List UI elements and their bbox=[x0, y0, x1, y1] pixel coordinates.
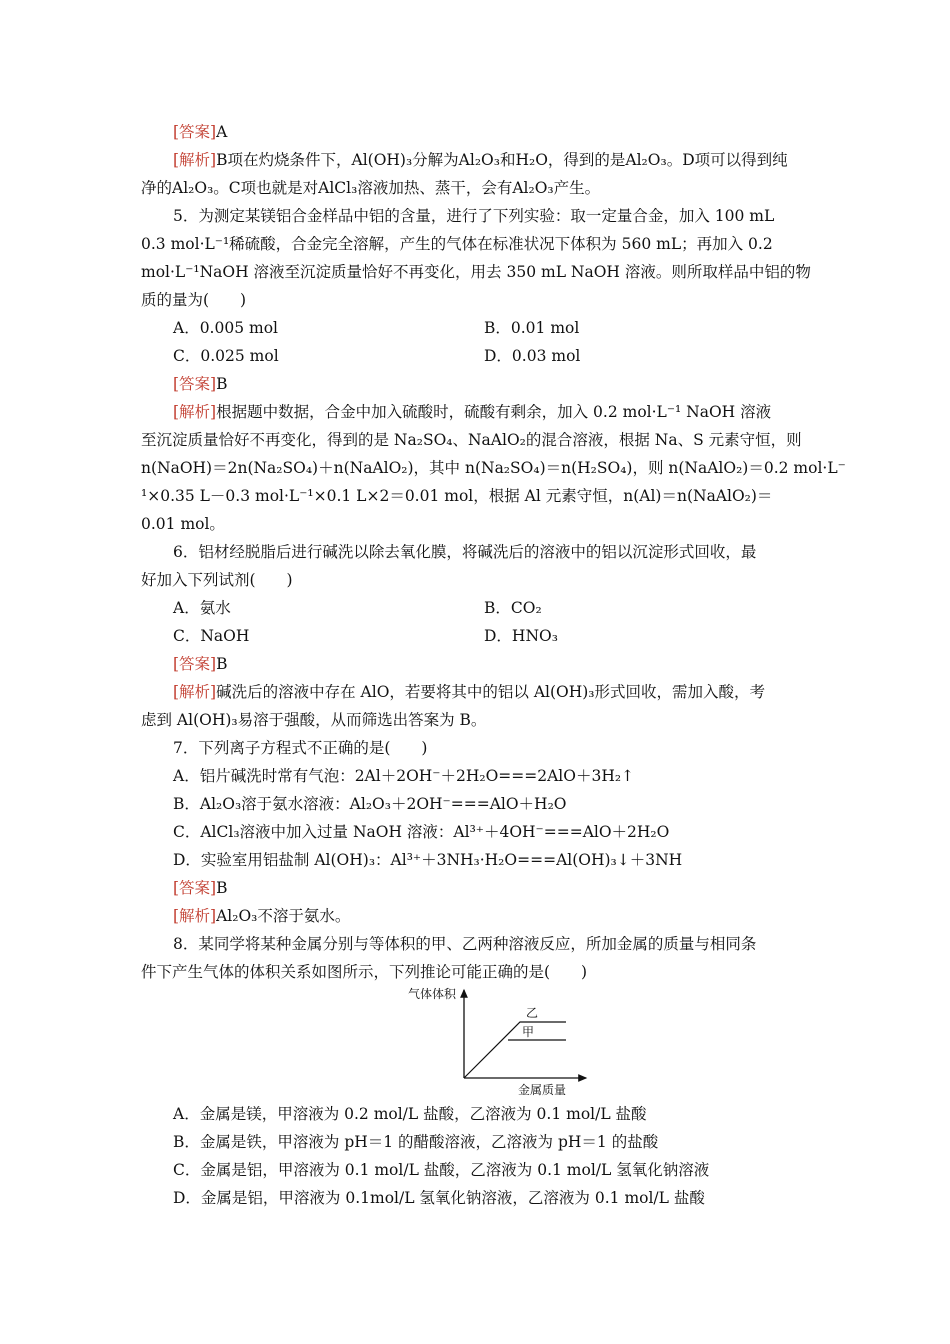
q5-analysis-line-1 bbox=[173, 402, 771, 422]
answer-value: A bbox=[216, 123, 228, 141]
q6-option-c: C．NaOH bbox=[173, 627, 250, 645]
q5-option-c: C．0.025 mol bbox=[173, 347, 279, 365]
q6-option-a: A．氨水 bbox=[173, 599, 231, 617]
q6-option-d: D．HNO₃ bbox=[484, 627, 558, 645]
series-line-yi bbox=[464, 1022, 566, 1078]
q8-stem-line-1: 8．某同学将某种金属分别与等体积的甲、乙两种溶液反应，所加金属的质量与相同条 bbox=[173, 935, 757, 953]
q6-stem-line-1: 6．铝材经脱脂后进行碱洗以除去氧化膜，将碱洗后的溶液中的铝以沉淀形式回收，最 bbox=[173, 543, 757, 561]
q8-option-c: C．金属是铝，甲溶液为 0.1 mol/L 盐酸，乙溶液为 0.1 mol/L 氢氧化钠溶液 bbox=[173, 1161, 710, 1179]
q5-stem-line-2: 0.3 mol·L⁻¹稀硫酸，合金完全溶解，产生的气体在标准状况下体积为 560 mL；再加入 0.2 bbox=[141, 235, 773, 253]
series-label-jia: 甲 bbox=[522, 1025, 535, 1039]
answer-tag: [答案] bbox=[173, 879, 217, 897]
series-label-yi: 乙 bbox=[526, 1006, 539, 1020]
analysis-tag: [解析] bbox=[173, 907, 217, 925]
q6-answer bbox=[173, 654, 228, 674]
analysis-text: Al₂O₃不溶于氨水。 bbox=[216, 907, 351, 925]
q7-option-c: C．AlCl₃溶液中加入过量 NaOH 溶液：Al³⁺＋4OH⁻===AlO＋2H₂O bbox=[173, 823, 670, 841]
answer-tag: [答案] bbox=[173, 123, 217, 141]
answer-value: B bbox=[216, 655, 228, 673]
q5-stem-line-3: mol·L⁻¹NaOH 溶液至沉淀质量恰好不再变化，用去 350 mL NaOH 溶液。则所取样品中铝的物 bbox=[141, 263, 811, 281]
q6-analysis-line-2: 虑到 Al(OH)₃易溶于强酸，从而筛选出答案为 B。 bbox=[141, 711, 487, 729]
q7-answer bbox=[173, 878, 228, 898]
q5-stem-line-4: 质的量为( ) bbox=[141, 291, 247, 309]
q5-option-a: A．0.005 mol bbox=[173, 319, 278, 337]
q8-option-d: D．金属是铝，甲溶液为 0.1mol/L 氢氧化钠溶液，乙溶液为 0.1 mol/L 盐酸 bbox=[173, 1189, 705, 1207]
q5-option-d: D．0.03 mol bbox=[484, 347, 581, 365]
q6-stem-line-2: 好加入下列试剂( ) bbox=[141, 571, 293, 589]
q5-analysis-line-4: ¹×0.35 L－0.3 mol·L⁻¹×0.1 L×2＝0.01 mol，根据 Al 元素守恒，n(Al)＝n(NaAlO₂)＝ bbox=[141, 487, 773, 505]
q4-analysis-line-1 bbox=[173, 150, 788, 170]
analysis-tag: [解析] bbox=[173, 683, 217, 701]
q6-analysis-line-1 bbox=[173, 682, 765, 702]
analysis-tag: [解析] bbox=[173, 151, 217, 169]
gas-volume-vs-metal-mass-graph bbox=[408, 984, 598, 1097]
q4-analysis-line-2: 净的Al₂O₃。C项也就是对AlCl₃溶液加热、蒸干，会有Al₂O₃产生。 bbox=[141, 179, 601, 197]
analysis-text: B项在灼烧条件下，Al(OH)₃分解为Al₂O₃和H₂O，得到的是Al₂O₃。D项可以得到纯 bbox=[216, 151, 788, 169]
q7-analysis bbox=[173, 906, 350, 926]
q8-stem-line-2: 件下产生气体的体积关系如图所示，下列推论可能正确的是( ) bbox=[141, 963, 588, 981]
q5-analysis-line-5: 0.01 mol。 bbox=[141, 515, 225, 533]
q5-option-b: B．0.01 mol bbox=[484, 319, 580, 337]
q6-option-b: B．CO₂ bbox=[484, 599, 542, 617]
analysis-text: 碱洗后的溶液中存在 AlO，若要将其中的铝以 Al(OH)₃形式回收，需加入酸，考 bbox=[216, 683, 766, 701]
q5-answer bbox=[173, 374, 228, 394]
q5-stem-line-1: 5．为测定某镁铝合金样品中铝的含量，进行了下列实验：取一定量合金，加入 100 mL bbox=[173, 207, 775, 225]
x-axis-label: 金属质量 bbox=[518, 1083, 567, 1097]
q7-option-a: A．铝片碱洗时常有气泡：2Al＋2OH⁻＋2H₂O===2AlO＋3H₂↑ bbox=[173, 767, 635, 785]
q7-stem: 7．下列离子方程式不正确的是( ) bbox=[173, 739, 428, 757]
q7-option-d: D．实验室用铝盐制 Al(OH)₃：Al³⁺＋3NH₃·H₂O===Al(OH)₃↓＋3NH bbox=[173, 851, 683, 869]
q5-analysis-line-2: 至沉淀质量恰好不再变化，得到的是 Na₂SO₄、NaAlO₂的混合溶液，根据 Na、S 元素守恒，则 bbox=[141, 431, 802, 449]
y-axis-label: 气体体积 bbox=[408, 987, 457, 1001]
analysis-tag: [解析] bbox=[173, 403, 217, 421]
answer-tag: [答案] bbox=[173, 375, 217, 393]
q7-option-b: B．Al₂O₃溶于氨水溶液：Al₂O₃＋2OH⁻===AlO＋H₂O bbox=[173, 795, 567, 813]
q5-analysis-line-3: n(NaOH)＝2n(Na₂SO₄)＋n(NaAlO₂)，其中 n(Na₂SO₄)＝n(H₂SO₄)，则 n(NaAlO₂)＝0.2 mol·L⁻ bbox=[141, 459, 846, 477]
answer-value: B bbox=[216, 879, 228, 897]
q4-answer bbox=[173, 122, 227, 142]
analysis-text: 根据题中数据，合金中加入硫酸时，硫酸有剩余，加入 0.2 mol·L⁻¹ NaOH 溶液 bbox=[216, 403, 772, 421]
q8-option-a: A．金属是镁，甲溶液为 0.2 mol/L 盐酸，乙溶液为 0.1 mol/L 盐酸 bbox=[173, 1105, 647, 1123]
q8-option-b: B．金属是铁，甲溶液为 pH＝1 的醋酸溶液，乙溶液为 pH＝1 的盐酸 bbox=[173, 1133, 659, 1151]
answer-value: B bbox=[216, 375, 228, 393]
answer-tag: [答案] bbox=[173, 655, 217, 673]
